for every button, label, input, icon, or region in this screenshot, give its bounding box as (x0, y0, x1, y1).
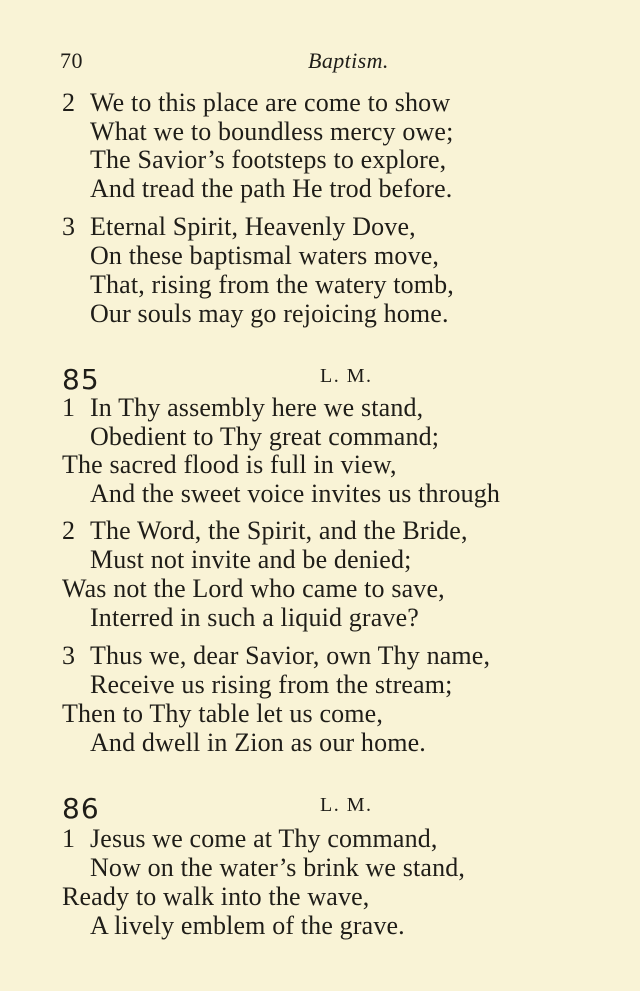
stanza-2-line-1 (62, 90, 450, 116)
hymn-85-stanza-3-line-4: And dwell in Zion as our home. (90, 728, 426, 757)
stanza-number: 1 (62, 393, 76, 422)
hymn-86-stanza-1-line-3: Ready to walk into the wave, (62, 882, 370, 911)
stanza-number: 2 (62, 88, 76, 117)
stanza-3-line-3: That, rising from the watery tomb, (90, 270, 454, 299)
stanza-3-line-4: Our souls may go rejoicing home. (90, 299, 449, 328)
page-header (60, 48, 580, 76)
stanza-number: 3 (62, 212, 76, 241)
hymn-85-heading (62, 363, 582, 396)
hymn-85-stanza-1-line-4: And the sweet voice invites us through (90, 479, 501, 508)
stanza-number: 3 (62, 641, 76, 670)
stanza-2-line-2: What we to boundless mercy owe; (90, 117, 454, 146)
hymn-86-stanza-1-line-1 (62, 826, 438, 852)
hymn-85-stanza-1-line-3: The sacred flood is full in view, (62, 450, 397, 479)
stanza-3-line-1 (62, 214, 416, 240)
verse-line: Eternal Spirit, Heavenly Dove, (90, 212, 416, 241)
page-number: 70 (60, 48, 83, 73)
meter-label: L. M. (320, 794, 373, 816)
verse-line: Jesus we come at Thy command, (90, 824, 438, 853)
meter-label: L. M. (320, 365, 373, 387)
hymn-86-stanza-1-line-2: Now on the water’s brink we stand, (90, 853, 466, 882)
hymn-85-stanza-2-line-2: Must not invite and be denied; (90, 545, 412, 574)
verse-line: Thus we, dear Savior, own Thy name, (90, 641, 491, 670)
hymn-85-stanza-2-line-1 (62, 518, 468, 544)
hymn-86-stanza-1-line-4: A lively emblem of the grave. (90, 911, 405, 940)
verse-line: We to this place are come to show (90, 88, 451, 117)
hymn-85-stanza-1-line-1 (62, 395, 423, 421)
running-title: Baptism. (308, 48, 389, 73)
hymn-number: 86 (62, 792, 100, 825)
stanza-3-line-2: On these baptismal waters move, (90, 241, 440, 270)
stanza-2-line-3: The Savior’s footsteps to explore, (90, 145, 447, 174)
hymn-85-stanza-2-line-4: Interred in such a liquid grave? (90, 603, 419, 632)
hymn-85-stanza-3-line-3: Then to Thy table let us come, (62, 699, 383, 728)
stanza-number: 1 (62, 824, 76, 853)
hymn-85-stanza-1-line-2: Obedient to Thy great command; (90, 422, 440, 451)
hymn-85-stanza-2-line-3: Was not the Lord who came to save, (62, 574, 445, 603)
hymn-85-stanza-3-line-2: Receive us rising from the stream; (90, 670, 453, 699)
stanza-number: 2 (62, 516, 76, 545)
stanza-2-line-4: And tread the path He trod before. (90, 174, 453, 203)
hymn-85-stanza-3-line-1 (62, 643, 490, 669)
verse-line: In Thy assembly here we stand, (90, 393, 424, 422)
hymn-86-heading (62, 792, 582, 825)
verse-line: The Word, the Spirit, and the Bride, (90, 516, 468, 545)
hymn-number: 85 (62, 363, 100, 396)
